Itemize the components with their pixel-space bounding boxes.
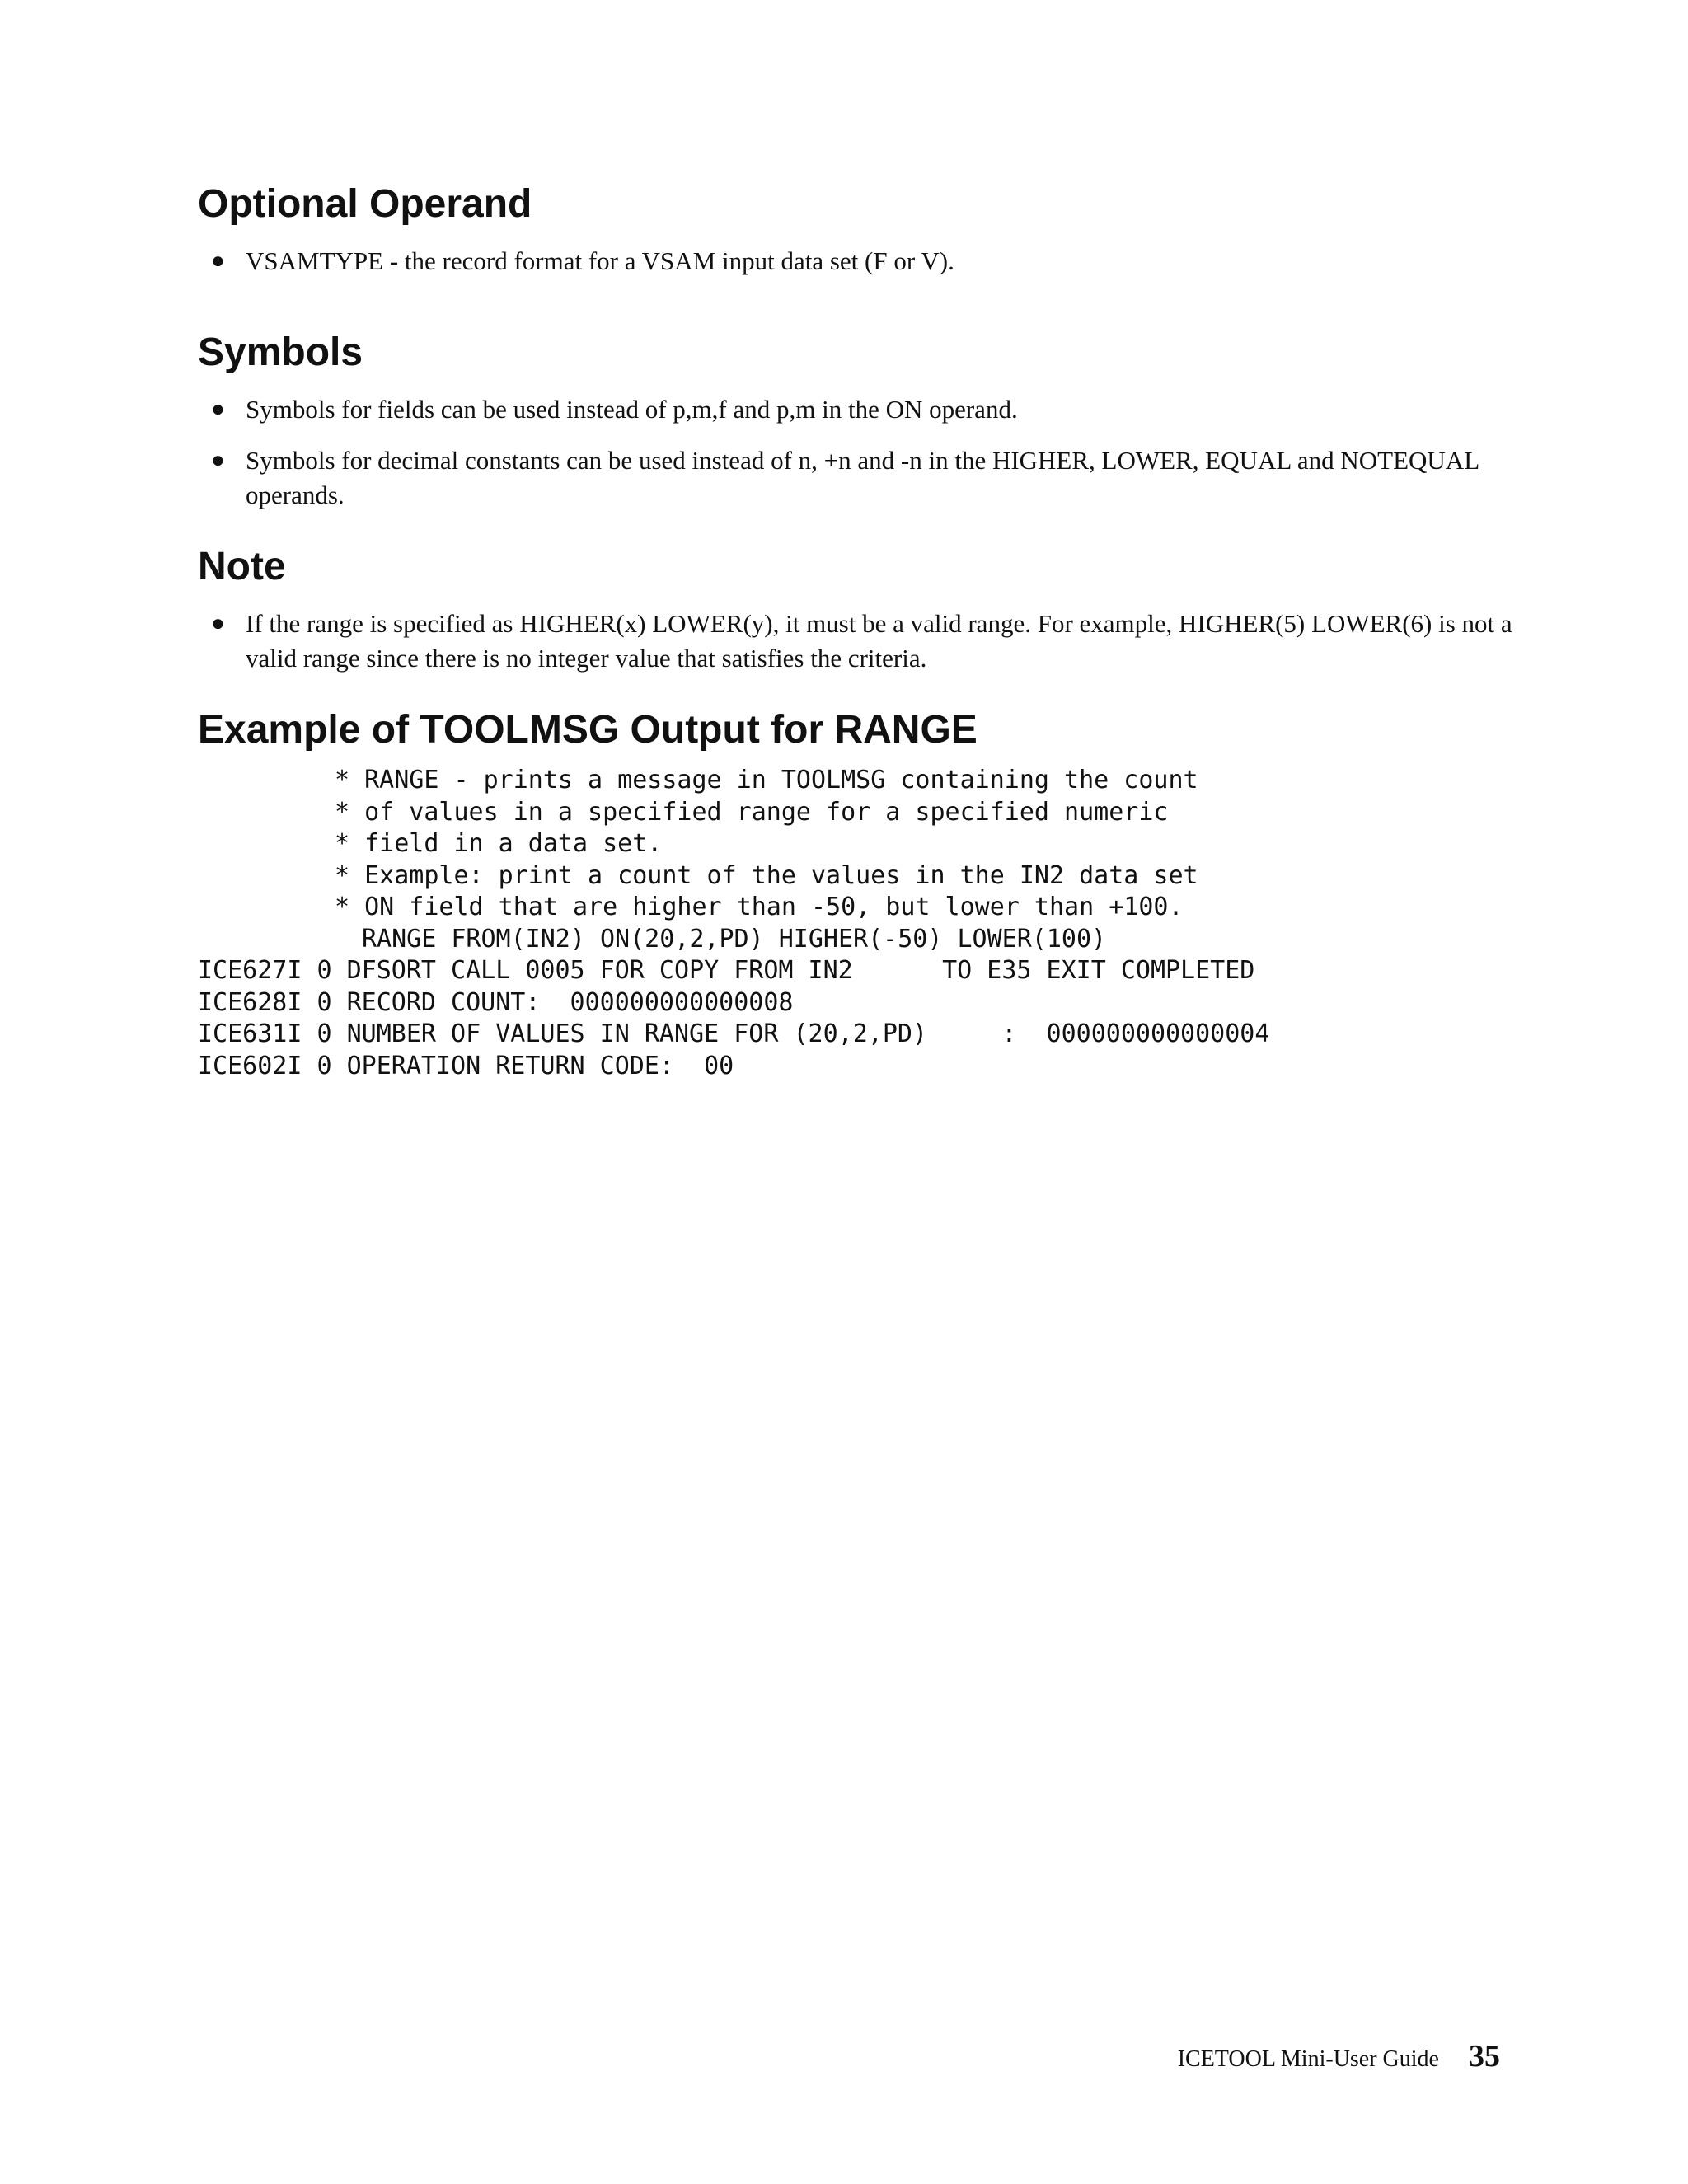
code-output-line: ICE602I 0 OPERATION RETURN CODE: 00: [198, 1051, 734, 1080]
list-item: [198, 443, 1517, 513]
list-item-text: VSAMTYPE - the record format for a VSAM input data set (F or V).: [246, 246, 954, 275]
list-item: [198, 607, 1517, 676]
section-example: [198, 707, 1517, 1082]
bullet-icon: ●: [211, 611, 225, 636]
page-number: 35: [1469, 2039, 1500, 2074]
list-item-text: Symbols for decimal constants can be used instead of n, +n and -n in the HIGHER, LOWER, EQUAL and NOTEQUAL operands.: [246, 446, 1479, 509]
page-footer: [1178, 2040, 1500, 2076]
heading-optional-operand: Optional Operand: [198, 182, 532, 226]
code-statement-line: RANGE FROM(IN2) ON(20,2,PD) HIGHER(-50) LOWER(100): [362, 924, 1107, 954]
list-item-text: Symbols for fields can be used instead of p,m,f and p,m in the ON operand.: [246, 395, 1018, 424]
code-output-line: ICE627I 0 DFSORT CALL 0005 FOR COPY FROM IN2 TO E35 EXIT COMPLETED: [198, 956, 1255, 985]
bullet-list: [198, 392, 1517, 513]
list-item: [198, 392, 1517, 427]
code-comment-line: * ON field that are higher than -50, but lower than +100.: [335, 893, 1184, 921]
code-comment-line: * RANGE - prints a message in TOOLMSG containing the count: [335, 766, 1198, 794]
heading-example: Example of TOOLMSG Output for RANGE: [198, 708, 978, 752]
code-output-line: ICE628I 0 RECORD COUNT: 000000000000008: [198, 987, 794, 1017]
section-symbols: [198, 330, 1517, 513]
code-comment-line: * field in a data set.: [335, 829, 663, 858]
code-block: [198, 765, 1517, 1082]
code-comment-line: * Example: print a count of the values in the IN2 data set: [335, 860, 1198, 890]
footer-guide-title: ICETOOL Mini-User Guide: [1177, 2046, 1439, 2072]
list-item: [198, 244, 1517, 279]
page-content: [198, 181, 1517, 1082]
section-note: [198, 544, 1517, 676]
bullet-icon: ●: [211, 448, 225, 473]
code-comment-line: * of values in a specified range for a specified numeric: [335, 797, 1169, 827]
bullet-list: [198, 607, 1517, 676]
list-item-text: If the range is specified as HIGHER(x) LOWER(y), it must be a valid range. For example, HIGHER(5) LOWER(6) is not a valid range since there is no integer value that satisfies the criteria.: [246, 609, 1512, 673]
bullet-list: [198, 244, 1517, 279]
section-optional-operand: [198, 181, 1517, 279]
code-output-line: ICE631I 0 NUMBER OF VALUES IN RANGE FOR (20,2,PD) : 000000000000004: [198, 1019, 1270, 1048]
heading-note: Note: [198, 545, 286, 588]
bullet-icon: ●: [211, 248, 225, 274]
heading-symbols: Symbols: [198, 330, 363, 374]
bullet-icon: ●: [211, 396, 225, 422]
